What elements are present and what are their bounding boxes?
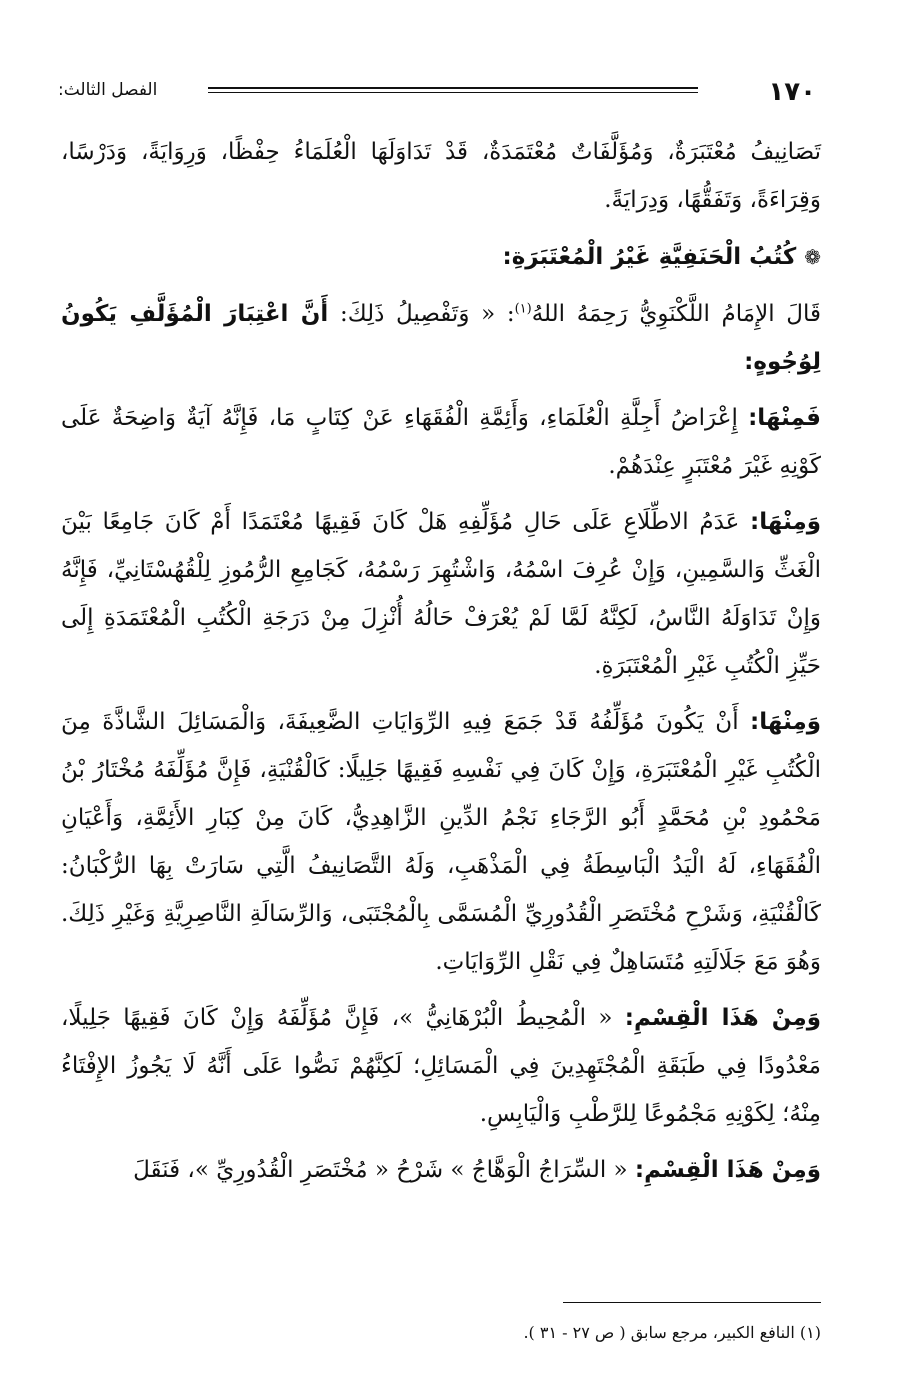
paragraph-text: « السِّرَاجُ الْوَهَّاجُ » شَرْحُ « مُخْتَصَرِ الْقُدُورِيِّ »، فَنَقَلَ xyxy=(133,1157,635,1183)
emphasized-text: أَنَّ اعْتِبَارَ الْمُؤَلَّفِ يَكُونُ لِوُجُوهٍ: xyxy=(61,301,821,375)
footnote-reference[interactable]: (١) xyxy=(514,301,532,317)
section-heading-text: كُتُبُ الْحَنَفِيَّةِ غَيْرُ الْمُعْتَبَرَةِ: xyxy=(502,244,797,270)
paragraph-lead: وَمِنْ هَذَا الْقِسْمِ: xyxy=(624,1005,822,1031)
flower-ornament-icon: ❁ xyxy=(804,245,821,269)
running-header xyxy=(58,74,816,114)
footnote-rule xyxy=(563,1302,821,1303)
paragraph xyxy=(61,128,821,224)
paragraph-text: تَصَانِيفُ مُعْتَبَرَةٌ، وَمُؤَلَّفَاتٌ مُعْتَمَدَةٌ، قَدْ تَدَاوَلَهَا الْعُلَمَاءُ حِفْظًا، وَرِوَايَةً، وَدَرْسًا، وَقِرَاءَةً، وَتَفَقُّهًا، وَدِرَايَةً. xyxy=(61,139,821,213)
paragraph xyxy=(61,394,821,490)
quote-intro: : « وَتَفْصِيلُ ذَلِكَ: xyxy=(328,301,515,327)
paragraph-text: قَالَ الإِمَامُ اللَّكْنَوِيُّ رَحِمَهُ اللهُ xyxy=(531,301,821,327)
paragraph-lead: وَمِنْ هَذَا الْقِسْمِ: xyxy=(634,1157,821,1183)
paragraph-lead: فَمِنْهَا: xyxy=(748,405,821,431)
paragraph xyxy=(61,698,821,986)
section-heading xyxy=(61,232,821,282)
paragraph xyxy=(61,498,821,690)
paragraph-text: أَنْ يَكُونَ مُؤَلِّفُهُ قَدْ جَمَعَ فِيهِ الرِّوَايَاتِ الضَّعِيفَةَ، وَالْمَسَائِلَ الشَّاذَّةَ مِنَ الْكُتُبِ غَيْرِ الْمُعْتَبَرَةِ، وَإِنْ كَانَ فِي نَفْسِهِ فَقِيهًا جَلِيلًا: كَالْقُنْيَةِ، فَإِنَّ مُؤَلِّفَهُ مُخْتَارُ بْنُ مَحْمُودِ بْنِ مُحَمَّدٍ أَبُو الرَّجَاءِ نَجْمُ الدِّينِ الزَّاهِدِيُّ، كَانَ مِنْ كِبَارِ الأَئِمَّةِ، وَأَعْيَانِ الْفُقَهَاءِ، لَهُ الْيَدُ الْبَاسِطَةُ فِي الْمَذْهَبِ، وَلَهُ التَّصَانِيفُ الَّتِي سَارَتْ بِهَا الرُّكْبَانُ: كَالْقُنْيَةِ، وَشَرْحِ مُخْتَصَرِ الْقُدُورِيِّ الْمُسَمَّى بِالْمُجْتَبَى، وَالرِّسَالَةِ النَّاصِرِيَّةِ وَغَيْرِ ذَلِكَ. وَهُوَ مَعَ جَلَالَتِهِ مُتَسَاهِلٌ فِي نَقْلِ الرِّوَايَاتِ. xyxy=(61,709,821,975)
paragraph-lead: وَمِنْهَا: xyxy=(750,509,821,535)
chapter-title: الفصل الثالث: xyxy=(58,80,158,100)
footnote: (١) النافع الكبير، مرجع سابق ( ص ٢٧ - ٣١ ). xyxy=(523,1323,821,1342)
paragraph xyxy=(61,1146,821,1194)
paragraph-text: عَدَمُ الاطِّلَاعِ عَلَى حَالِ مُؤَلِّفِهِ هَلْ كَانَ فَقِيهًا مُعْتَمَدًا أَمْ كَانَ جَامِعًا بَيْنَ الْغَثِّ وَالسَّمِينِ، وَإِنْ عُرِفَ اسْمُهُ، وَاشْتُهِرَ رَسْمُهُ، كَجَامِعِ الرُّمُوزِ لِلْقُهُسْتَانِيِّ، فَإِنَّهُ وَإِنْ تَدَاوَلَهُ النَّاسُ، لَكِنَّهُ لَمَّا لَمْ يُعْرَفْ حَالُهُ أُنْزِلَ مِنْ دَرَجَةِ الْكُتُبِ الْمُعْتَمَدَةِ إِلَى حَيِّزِ الْكُتُبِ غَيْرِ الْمُعْتَبَرَةِ. xyxy=(61,509,821,679)
page-number: ١٧٠ xyxy=(768,77,816,107)
main-text xyxy=(61,128,821,1202)
paragraph-text: « الْمُحِيطُ الْبُرْهَانِيُّ »، فَإِنَّ مُؤَلِّفَهُ وَإِنْ كَانَ فَقِيهًا جَلِيلًا، مَعْدُودًا فِي طَبَقَةِ الْمُجْتَهِدِينَ فِي الْمَسَائِلِ؛ لَكِنَّهُمْ نَصُّوا عَلَى أَنَّهُ لَا يَجُوزُ الإِفْتَاءُ مِنْهُ؛ لِكَوْنِهِ مَجْمُوعًا لِلرَّطْبِ وَالْيَابِسِ. xyxy=(61,1005,821,1127)
paragraph xyxy=(61,994,821,1138)
paragraph xyxy=(61,290,821,386)
paragraph-text: إِعْرَاضُ أَجِلَّةِ الْعُلَمَاءِ، وَأَئِمَّةِ الْفُقَهَاءِ عَنْ كِتَابٍ مَا، فَإِنَّهُ آيَةٌ وَاضِحَةٌ عَلَى كَوْنِهِ غَيْرَ مُعْتَبَرٍ عِنْدَهُمْ. xyxy=(61,405,821,479)
header-rule xyxy=(208,87,698,93)
paragraph-lead: وَمِنْهَا: xyxy=(750,709,821,735)
